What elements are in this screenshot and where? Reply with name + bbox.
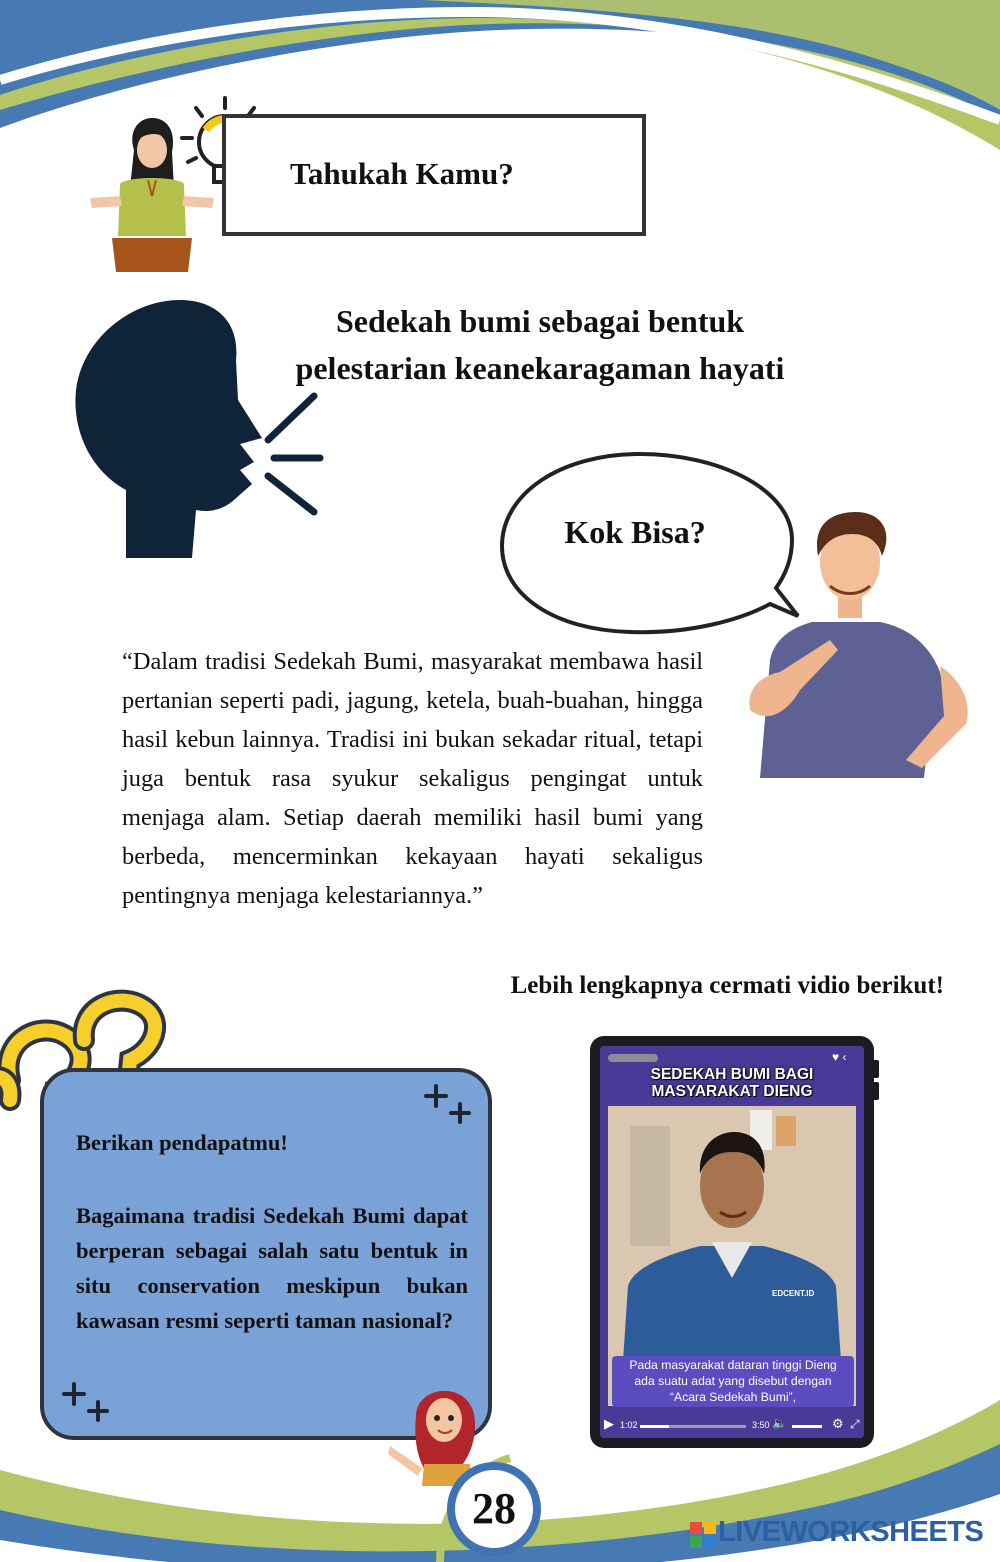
shirt-label: EDCENT.ID bbox=[772, 1289, 815, 1298]
question-card-title: Berikan pendapatmu! bbox=[76, 1130, 288, 1155]
play-icon[interactable]: ▶ bbox=[604, 1416, 614, 1431]
question-card-question: Bagaimana tradisi Sedekah Bumi dapat berperan sebagai salah satu bentuk in situ conservation meskipun bukan kawasan resmi seperti taman nasional? bbox=[76, 1203, 468, 1333]
video-prompt: Lebih lengkapnya cermati vidio berikut! bbox=[510, 972, 944, 999]
volume-icon[interactable]: 🔈 bbox=[772, 1416, 787, 1430]
video-caption-line3: “Acara Sedekah Bumi”, bbox=[670, 1390, 796, 1404]
current-time: 1:02 bbox=[620, 1420, 638, 1430]
heart-share-icon[interactable]: ♥ ‹ bbox=[832, 1050, 847, 1064]
liveworksheets-logo-icon bbox=[690, 1522, 716, 1548]
topic-heading-line2: pelestarian keanekaragaman hayati bbox=[295, 350, 785, 386]
video-title-line2: MASYARAKAT DIENG bbox=[651, 1083, 813, 1100]
quote-paragraph bbox=[122, 642, 703, 915]
fullscreen-icon[interactable]: ⤢ bbox=[850, 1417, 860, 1431]
page-number: 28 bbox=[447, 1462, 541, 1556]
video-title-line1: SEDEKAH BUMI BAGI bbox=[650, 1066, 814, 1083]
video-caption-line1: Pada masyarakat dataran tinggi Dieng bbox=[629, 1358, 837, 1372]
speech-bubble-text: Kok Bisa? bbox=[564, 514, 706, 550]
quote-text: “Dalam tradisi Sedekah Bumi, masyarakat membawa hasil pertanian seperti padi, jagung, ketela, buah-buahan, hingga hasil kebun lainnya. Tradisi ini bukan sekadar ritual, tetapi juga bentuk rasa syukur sekaligus pengingat untuk menjaga alam. Setiap daerah memiliki hasil bumi yang berbeda, mencerminkan kekayaan hayati sekaligus pentingnya menjaga kelestariannya.” bbox=[122, 648, 703, 909]
gear-icon[interactable]: ⚙ bbox=[832, 1416, 844, 1431]
video-caption bbox=[612, 1356, 854, 1407]
sparkle-icon bbox=[58, 1380, 118, 1428]
page-title: Tahukah Kamu? bbox=[290, 156, 514, 191]
duration: 3:50 bbox=[752, 1420, 770, 1430]
video-caption-line2: ada suatu adat yang disebut dengan bbox=[634, 1374, 832, 1388]
video-title-bar bbox=[608, 1054, 658, 1062]
volume-slider[interactable] bbox=[792, 1425, 822, 1428]
video-title bbox=[600, 1066, 864, 1100]
topic-heading-line1: Sedekah bumi sebagai bentuk bbox=[335, 303, 745, 339]
topic-heading bbox=[250, 298, 830, 392]
sparkle-icon bbox=[420, 1082, 480, 1130]
watermark-text: LIVEWORKSHEETS bbox=[718, 1516, 984, 1548]
video-progress-track[interactable] bbox=[640, 1425, 746, 1428]
video-progress-fill bbox=[640, 1425, 669, 1428]
